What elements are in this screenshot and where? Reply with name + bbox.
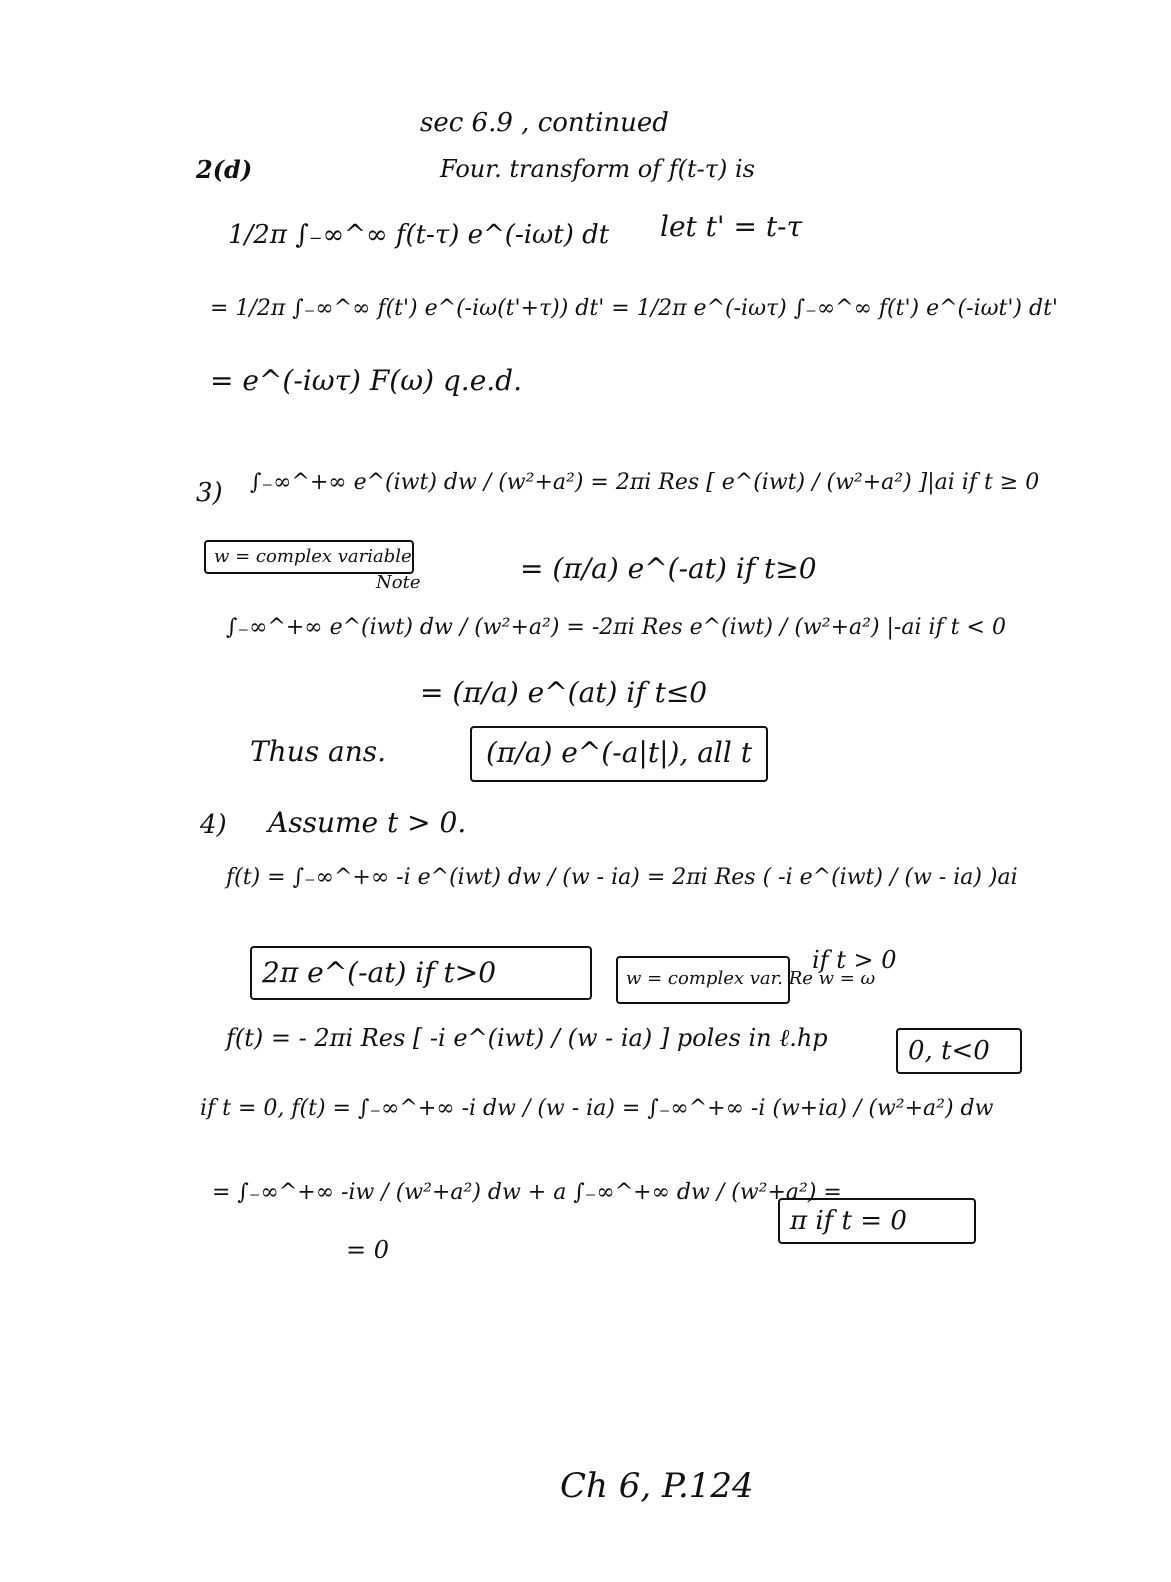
- problem-2d-substitution: let t' = t-τ: [660, 210, 803, 243]
- problem-4-line2: f(t) = - 2πi Res [ -i e^(iwt) / (w - ia) ] poles in ℓ.hp: [226, 1024, 828, 1052]
- problem-4-line3: if t = 0, f(t) = ∫₋∞^+∞ -i dw / (w - ia) = ∫₋∞^+∞ -i (w+ia) / (w²+a²) dw: [200, 1096, 994, 1121]
- problem-3-line1: ∫₋∞^+∞ e^(iwt) dw / (w²+a²) = 2πi Res [ e^(iwt) / (w²+a²) ]|ai if t ≥ 0: [250, 470, 1040, 495]
- problem-3-line2: = (π/a) e^(-at) if t≥0: [520, 552, 817, 585]
- complex-variable-note: w = complex variable: [214, 546, 412, 567]
- result-positive-t: 2π e^(-at) if t>0: [262, 956, 497, 989]
- complex-variable-note-box: [204, 540, 414, 574]
- problem-2d-label: 2(d): [196, 155, 253, 184]
- boxed-result-negative-t: [896, 1028, 1022, 1074]
- thus-answer-label: Thus ans.: [250, 735, 387, 768]
- boxed-result-zero-t: [778, 1198, 976, 1244]
- problem-2d-line2: = 1/2π ∫₋∞^∞ f(t') e^(-iω(t'+τ)) dt' = 1/2π e^(-iωτ) ∫₋∞^∞ f(t') e^(-iωt') dt': [210, 296, 1058, 321]
- condition-t-positive: if t > 0: [812, 946, 897, 974]
- page-reference: Ch 6, P.124: [560, 1466, 754, 1506]
- complex-var-note-box: [616, 956, 876, 1004]
- result-zero-t: π if t = 0: [790, 1206, 907, 1236]
- problem-4-label: 4): [200, 810, 227, 840]
- problem-2d-line3: = e^(-iωτ) F(ω) q.e.d.: [210, 364, 523, 397]
- problem-4-assumption: Assume t > 0.: [268, 806, 467, 839]
- problem-4-line4: = ∫₋∞^+∞ -iw / (w²+a²) dw + a ∫₋∞^+∞ dw / (w²+a²) =: [212, 1180, 842, 1205]
- complex-var-note: w = complex var. Re w = ω: [626, 968, 876, 989]
- problem-3-answer: (π/a) e^(-a|t|), all t: [486, 736, 752, 769]
- problem-3-line4: = (π/a) e^(at) if t≤0: [420, 676, 708, 709]
- problem-4-line1: f(t) = ∫₋∞^+∞ -i e^(iwt) dw / (w - ia) = 2πi Res ( -i e^(iwt) / (w - ia) )ai: [226, 865, 1018, 890]
- section-header: sec 6.9 , continued: [420, 108, 669, 138]
- problem-3-label: 3): [196, 478, 223, 508]
- answer-box: [470, 726, 768, 782]
- problem-2d-intro: Four. transform of f(t-τ) is: [440, 155, 755, 183]
- problem-2d-line1: 1/2π ∫₋∞^∞ f(t-τ) e^(-iωt) dt: [228, 220, 610, 250]
- first-integral-zero: = 0: [346, 1236, 390, 1264]
- result-negative-t: 0, t<0: [908, 1036, 990, 1066]
- note-tag: Note: [376, 572, 421, 593]
- problem-3-line3: ∫₋∞^+∞ e^(iwt) dw / (w²+a²) = -2πi Res e^(iwt) / (w²+a²) |-ai if t < 0: [226, 615, 1006, 640]
- boxed-result-positive-t: [250, 946, 592, 1000]
